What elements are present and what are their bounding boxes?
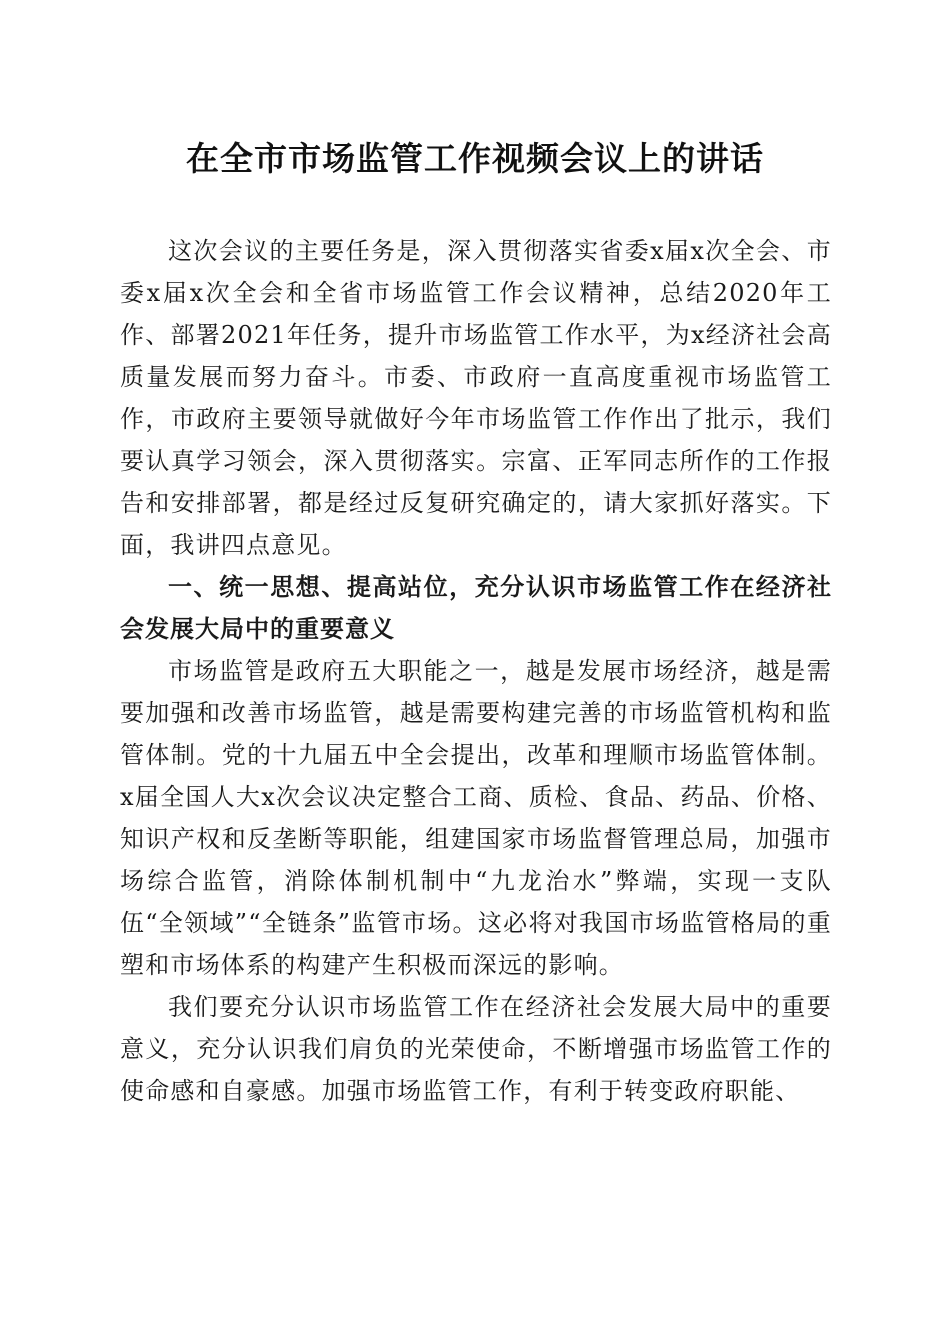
paragraph-intro: 这次会议的主要任务是，深入贯彻落实省委x届x次全会、市委x届x次全会和全省市场监管工作会议精神，总结2020年工作、部署2021年任务，提升市场监管工作水平，为x经济社会高质量发展而努力奋斗。市委、市政府一直高度重视市场监管工作，市政府主要领导就做好今年市场监管工作作出了批示，我们要认真学习领会，深入贯彻落实。宗富、正军同志所作的工作报告和安排部署，都是经过反复研究确定的，请大家抓好落实。下面，我讲四点意见。 <box>120 237 832 559</box>
document-body <box>120 230 832 1112</box>
section-heading-1: 一、统一思想、提高站位，充分认识市场监管工作在经济社会发展大局中的重要意义 <box>120 573 832 643</box>
document-title: 在全市市场监管工作视频会议上的讲话 <box>186 139 764 178</box>
paragraph-section-1-b: 我们要充分认识市场监管工作在经济社会发展大局中的重要意义，充分认识我们肩负的光荣使命，不断增强市场监管工作的使命感和自豪感。加强市场监管工作，有利于转变政府职能、 <box>120 993 832 1105</box>
paragraph-section-1-a: 市场监管是政府五大职能之一，越是发展市场经济，越是需要加强和改善市场监管，越是需要构建完善的市场监管机构和监管体制。党的十九届五中全会提出，改革和理顺市场监管体制。x届全国人大x次会议决定整合工商、质检、食品、药品、价格、知识产权和反垄断等职能，组建国家市场监督管理总局，加强市场综合监管，消除体制机制中“九龙治水”弊端，实现一支队伍“全领域”“全链条”监管市场。这必将对我国市场监管格局的重塑和市场体系的构建产生积极而深远的影响。 <box>120 657 832 979</box>
